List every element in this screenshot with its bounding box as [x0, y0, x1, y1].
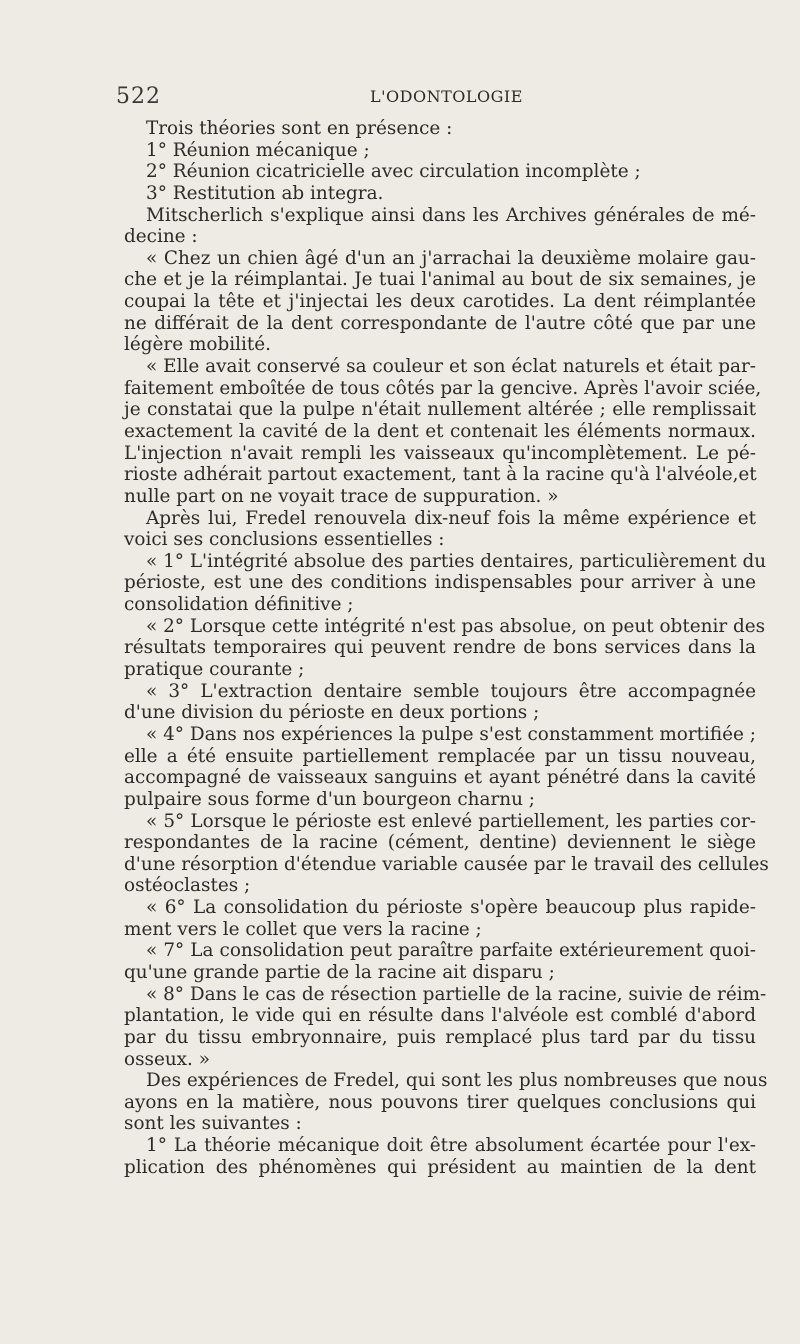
- page-header: [116, 84, 756, 110]
- text-line: L'injection n'avait rempli les vaisseaux qu'incomplètement. Le pé-: [124, 442, 756, 464]
- text-line: respondantes de la racine (cément, dentine) deviennent le siège: [124, 832, 756, 854]
- text-line: légère mobilité.: [124, 334, 271, 356]
- text-line: Après lui, Fredel renouvela dix-neuf fois la même expérience et: [146, 507, 756, 529]
- text-line: 2° Réunion cicatricielle avec circulation incomplète ;: [146, 161, 641, 183]
- running-title: L'ODONTOLOGIE: [370, 87, 523, 106]
- text-line: accompagné de vaisseaux sanguins et ayant pénétré dans la cavité: [124, 767, 756, 789]
- text-line: pratique courante ;: [124, 659, 305, 681]
- text-line: périoste, est une des conditions indispensables pour arriver à une: [124, 572, 756, 594]
- text-line: osseux. »: [124, 1048, 210, 1070]
- text-line: faitement emboîtée de tous côtés par la gencive. Après l'avoir sciée,: [124, 377, 762, 399]
- text-line: plication des phénomènes qui président au maintien de la dent: [124, 1156, 756, 1178]
- text-line: « 3° L'extraction dentaire semble toujours être accompagnée: [146, 680, 756, 702]
- text-line: ostéoclastes ;: [124, 875, 251, 897]
- text-line: rioste adhérait partout exactement, tant à la racine qu'à l'alvéole,et: [124, 464, 757, 486]
- text-line: je constatai que la pulpe n'était nullement altérée ; elle remplissait: [124, 399, 756, 421]
- text-line: 3° Restitution ab integra.: [146, 182, 384, 204]
- text-line: résultats temporaires qui peuvent rendre de bons services dans la: [124, 637, 756, 659]
- text-line: Mitscherlich s'explique ainsi dans les Archives générales de mé-: [146, 204, 756, 226]
- text-line: « 5° Lorsque le périoste est enlevé partiellement, les parties cor-: [146, 810, 756, 832]
- text-line: ayons en la matière, nous pouvons tirer quelques conclusions qui: [124, 1091, 756, 1113]
- text-line: ment vers le collet que vers la racine ;: [124, 918, 482, 940]
- text-line: Des expériences de Fredel, qui sont les plus nombreuses que nous: [146, 1070, 768, 1092]
- text-line: pulpaire sous forme d'un bourgeon charnu ;: [124, 788, 536, 810]
- text-line: 1° Réunion mécanique ;: [146, 139, 370, 161]
- text-line: « 8° Dans le cas de résection partielle de la racine, suivie de réim-: [146, 983, 767, 1005]
- text-line: « Chez un chien âgé d'un an j'arrachai la deuxième molaire gau-: [146, 247, 756, 269]
- text-line: nulle part on ne voyait trace de suppuration. »: [124, 485, 559, 507]
- text-line: « 6° La consolidation du périoste s'opère beaucoup plus rapide-: [146, 897, 756, 919]
- text-line: ne différait de la dent correspondante de l'autre côté que par une: [124, 312, 756, 334]
- text-line: decine :: [124, 226, 198, 248]
- text-line: che et je la réimplantai. Je tuai l'animal au bout de six semaines, je: [124, 269, 756, 291]
- text-line: 1° La théorie mécanique doit être absolument écartée pour l'ex-: [146, 1135, 756, 1157]
- page-body-text: [124, 118, 769, 1178]
- text-line: consolidation définitive ;: [124, 594, 354, 616]
- text-line: qu'une grande partie de la racine ait disparu ;: [124, 961, 555, 983]
- text-line: d'une division du périoste en deux portions ;: [124, 702, 540, 724]
- text-line: voici ses conclusions essentielles :: [124, 529, 445, 551]
- text-line: « 4° Dans nos expériences la pulpe s'est constamment mortifiée ;: [146, 723, 756, 745]
- text-line: par du tissu embryonnaire, puis remplacé plus tard par du tissu: [124, 1026, 756, 1048]
- text-line: elle a été ensuite partiellement remplacée par un tissu nouveau,: [124, 745, 756, 767]
- page-number: 522: [116, 84, 161, 109]
- text-line: « 2° Lorsque cette intégrité n'est pas absolue, on peut obtenir des: [146, 615, 766, 637]
- text-line: Trois théories sont en présence :: [146, 118, 453, 139]
- text-line: d'une résorption d'étendue variable causée par le travail des cellules: [124, 853, 769, 875]
- text-line: « 7° La consolidation peut paraître parfaite extérieurement quoi-: [146, 940, 756, 962]
- text-line: plantation, le vide qui en résulte dans l'alvéole est comblé d'abord: [124, 1005, 756, 1027]
- text-line: sont les suivantes :: [124, 1113, 302, 1135]
- text-line: coupai la tête et j'injectai les deux carotides. La dent réimplantée: [124, 291, 756, 313]
- text-line: « 1° L'intégrité absolue des parties dentaires, particulièrement du: [146, 550, 767, 572]
- text-line: exactement la cavité de la dent et contenait les éléments normaux.: [124, 420, 756, 442]
- text-line: « Elle avait conservé sa couleur et son éclat naturels et était par-: [146, 356, 756, 378]
